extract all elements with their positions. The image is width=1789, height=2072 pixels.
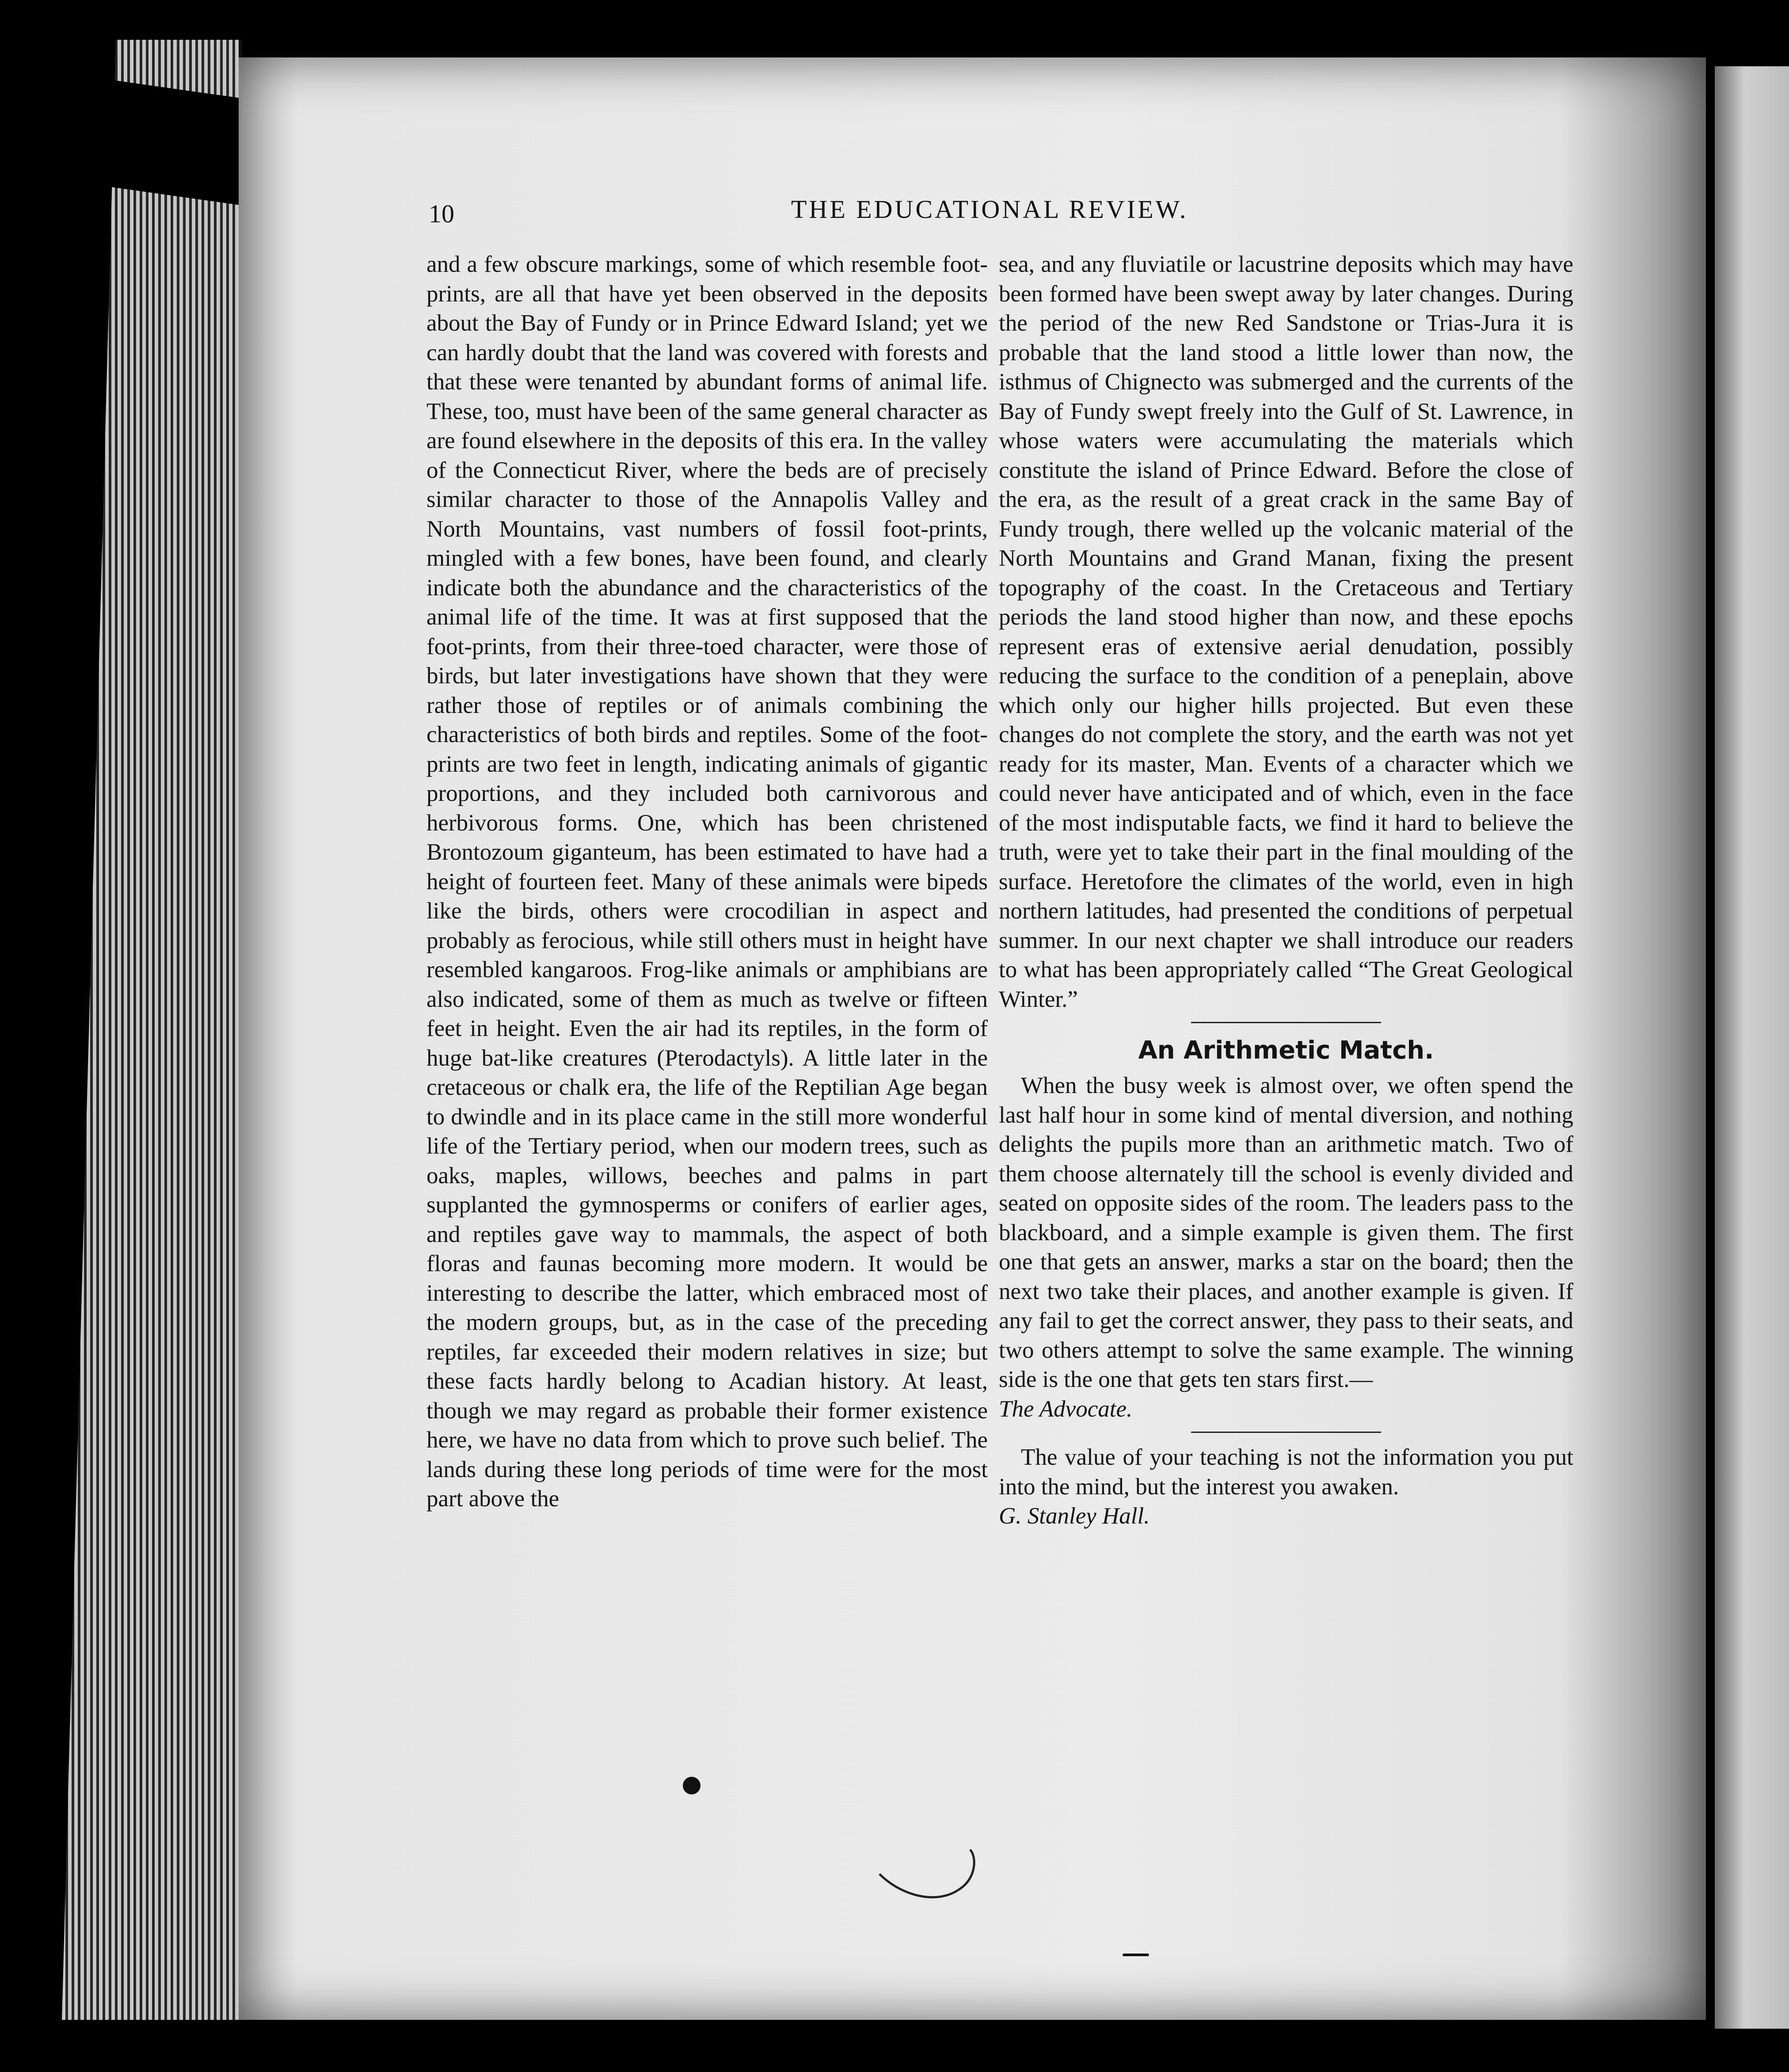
quote [999, 1443, 1573, 1531]
left-column [426, 250, 988, 1514]
article-source: The Advocate. [999, 1396, 1133, 1422]
quote-divider [1191, 1432, 1381, 1433]
ink-speck [683, 1777, 700, 1794]
pencil-scribble [875, 1847, 990, 1905]
ink-mark [1123, 1954, 1149, 1956]
adjacent-page-edge [1715, 66, 1789, 2029]
quote-author: G. Stanley Hall. [999, 1503, 1150, 1529]
book-page-edges [62, 40, 242, 2020]
article-title: An Arithmetic Match. [1138, 1036, 1434, 1065]
left-column-text: and a few obscure markings, some of which resemble foot-prints, are all that have yet been observed in the deposits about the Bay of Fundy or in Prince Edward Island; yet we can hardly doubt that the land was covered with forests and that these were tenanted by abundant forms of animal life. These, too, must have been of the same general character as are found elsewhere in the deposits of this era. In the valley of the Connecticut River, where the beds are of precisely similar character to those of the Annapolis Valley and North Mountains, vast numbers of fossil foot-prints, mingled with a few bones, have been found, and clearly indicate both the abundance and the characteristics of the animal life of the time. It was at first supposed that the foot-prints, from their three-toed character, were those of birds, but later investigations have shown that they were rather those of reptiles or of animals combining the characteristics of both birds and reptiles. Some of the foot-prints are two feet in length, indicating animals of gigantic proportions, and they included both carnivorous and herbivorous forms. One, which has been christened Brontozoum giganteum, has been estimated to have had a height of fourteen feet. Many of these animals were bipeds like the birds, others were crocodilian in aspect and probably as ferocious, while still others must in height have resembled kangaroos. Frog-like animals or amphibians are also indicated, some of them as much as twelve or fifteen feet in height. Even the air had its reptiles, in the form of huge bat-like creatures (Pterodactyls). A little later in the cretaceous or chalk era, the life of the Reptilian Age began to dwindle and in its place came in the still more wonderful life of the Tertiary period, when our modern trees, such as oaks, maples, willows, beeches and palms in part supplanted the gymnosperms or conifers of earlier ages, and reptiles gave way to mammals, the aspect of both floras and faunas becoming more modern. It would be interesting to describe the latter, which embraced most of the modern groups, but, as in the case of the preceding reptiles, far exceeded their modern relatives in size; but these facts hardly belong to Acadian history. At least, though we may regard as probable their former existence here, we have no data from which to prove such belief. The lands during these long periods of time were for the most part above the [426, 251, 988, 1512]
quote-text: The value of your teaching is not the information you put into the mind, but the interest you awaken. [999, 1444, 1573, 1500]
right-column-continuation: sea, and any fluviatile or lacustrine deposits which may have been formed have been swept away by later changes. During the period of the new Red Sandstone or Trias-Jura it is probable that the land stood a little lower than now, the isthmus of Chignecto was submerged and the currents of the Bay of Fundy swept freely into the Gulf of St. Lawrence, in whose waters were accumulating the materials which constitute the island of Prince Edward. Before the close of the era, as the result of a great crack in the same Bay of Fundy trough, there welled up the volcanic material of the North Mountains and Grand Manan, fixing the present topography of the coast. In the Cretaceous and Tertiary periods the land stood higher than now, and these epochs represent eras of extensive aerial denudation, possibly reducing the surface to the condition of a peneplain, above which only our higher hills projected. But even these changes do not complete the story, and the earth was not yet ready for its master, Man. Events of a character which we could never have anticipated and of which, even in the face of the most indisputable facts, we find it hard to believe the truth, were yet to take their part in the final moulding of the surface. Heretofore the climates of the world, even in high northern latitudes, had presented the conditions of perpetual summer. In our next chapter we shall introduce our readers to what has been appropriately called “The Great Geological Winter.” [999, 251, 1573, 1012]
page [239, 57, 1706, 2020]
right-column [999, 250, 1573, 1531]
section-divider [1191, 1022, 1381, 1023]
article-body-text: When the busy week is almost over, we often spend the last half hour in some kind of mental diversion, and nothing delights the pupils more than an arithmetic match. Two of them choose alternately till the school is evenly divided and seated on opposite sides of the room. The leaders pass to the blackboard, and a simple example is given them. The first one that gets an answer, marks a star on the board; then the next two take their places, and another example is given. If any fail to get the correct answer, they pass to their seats, and two others attempt to solve the same example. The winning side is the one that gets ten stars first.— [999, 1073, 1573, 1392]
page-number: 10 [429, 199, 454, 228]
article-body [999, 1071, 1573, 1424]
page-header [239, 194, 1706, 230]
running-title: THE EDUCATIONAL REVIEW. [791, 195, 1188, 224]
